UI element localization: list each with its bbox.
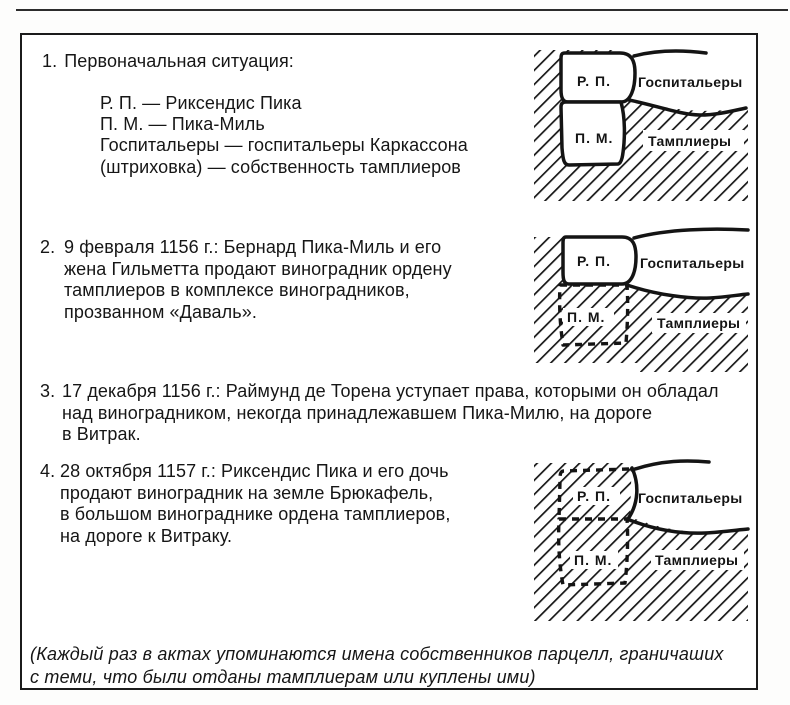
item-3-text	[62, 381, 719, 446]
item-1-number: 1.	[42, 51, 58, 71]
text-line: прозванном «Даваль».	[64, 301, 257, 322]
templars-label: Тамплиеры	[648, 133, 732, 149]
page-top-rule	[16, 9, 788, 11]
caption-line: (Каждый раз в актах упоминаются имена собственников парцелл, граничаших	[30, 644, 724, 664]
templars-label: Тамплиеры	[655, 552, 739, 568]
item-3-number: 3.	[40, 381, 56, 401]
text-line: 17 декабря 1156 г.: Раймунд де Торена уступает права, которыми он обладал	[62, 381, 719, 401]
item-1	[42, 51, 294, 73]
diagram-1-initial-situation	[532, 43, 754, 205]
text-line: жена Гильметта продают виноградник ордену	[64, 258, 452, 279]
hospitallers-label: Госпитальеры	[638, 490, 743, 506]
text-line: в большом винограднике ордена тамплиеров,	[60, 504, 451, 525]
templar-hatch-fringe	[640, 363, 748, 372]
text-line: продают виноградник на земле Брюкафель,	[60, 482, 434, 503]
item-1-title: Первоначальная ситуация:	[64, 51, 294, 71]
item-2-number: 2.	[40, 237, 56, 257]
hospitallers-label: Госпитальеры	[640, 255, 745, 271]
item-4-text	[60, 461, 450, 547]
diagram-3-sale-1157	[532, 453, 754, 625]
text-line: тамплиеров в комплексе виноградников,	[64, 280, 410, 301]
text-line: в Витрак.	[62, 424, 141, 445]
parcel-rp-label: Р. П.	[577, 73, 611, 89]
parcel-rp-label: Р. П.	[577, 488, 611, 504]
text-line: над виноградником, некогда принадлежавшем Пика-Милю, на дороге	[62, 402, 653, 423]
text-line: на дороге к Витраку.	[60, 525, 233, 546]
templars-label: Тамплиеры	[657, 315, 741, 331]
legend-line: Госпитальеры — госпитальеры Каркассона	[100, 135, 468, 156]
parcel-pm-label: П. М.	[574, 552, 613, 568]
legend-line: П. М. — Пика-Миль	[100, 114, 265, 135]
parcel-rp-label: Р. П.	[577, 253, 611, 269]
hospitallers-label: Госпитальеры	[638, 74, 743, 90]
parcel-pm-label: П. М.	[567, 309, 606, 325]
item-4-number: 4.	[40, 461, 56, 481]
figure-frame	[20, 33, 758, 690]
legend-line: Р. П. — Риксендис Пика	[100, 93, 302, 113]
parcel-pm-label: П. М.	[575, 130, 614, 146]
caption-line: с теми, что были отданы тамплиерам или куплены ими)	[30, 666, 536, 687]
text-line: 28 октября 1157 г.: Риксендис Пика и его дочь	[60, 461, 449, 481]
diagram-2-sale-1156	[532, 225, 754, 375]
legend-line: (штриховка) — собственность тамплиеров	[100, 156, 461, 177]
figure-caption	[30, 643, 724, 688]
text-line: 9 февраля 1156 г.: Бернард Пика-Миль и его	[64, 237, 442, 257]
item-1-legend	[100, 93, 468, 178]
item-2-text	[64, 237, 452, 323]
